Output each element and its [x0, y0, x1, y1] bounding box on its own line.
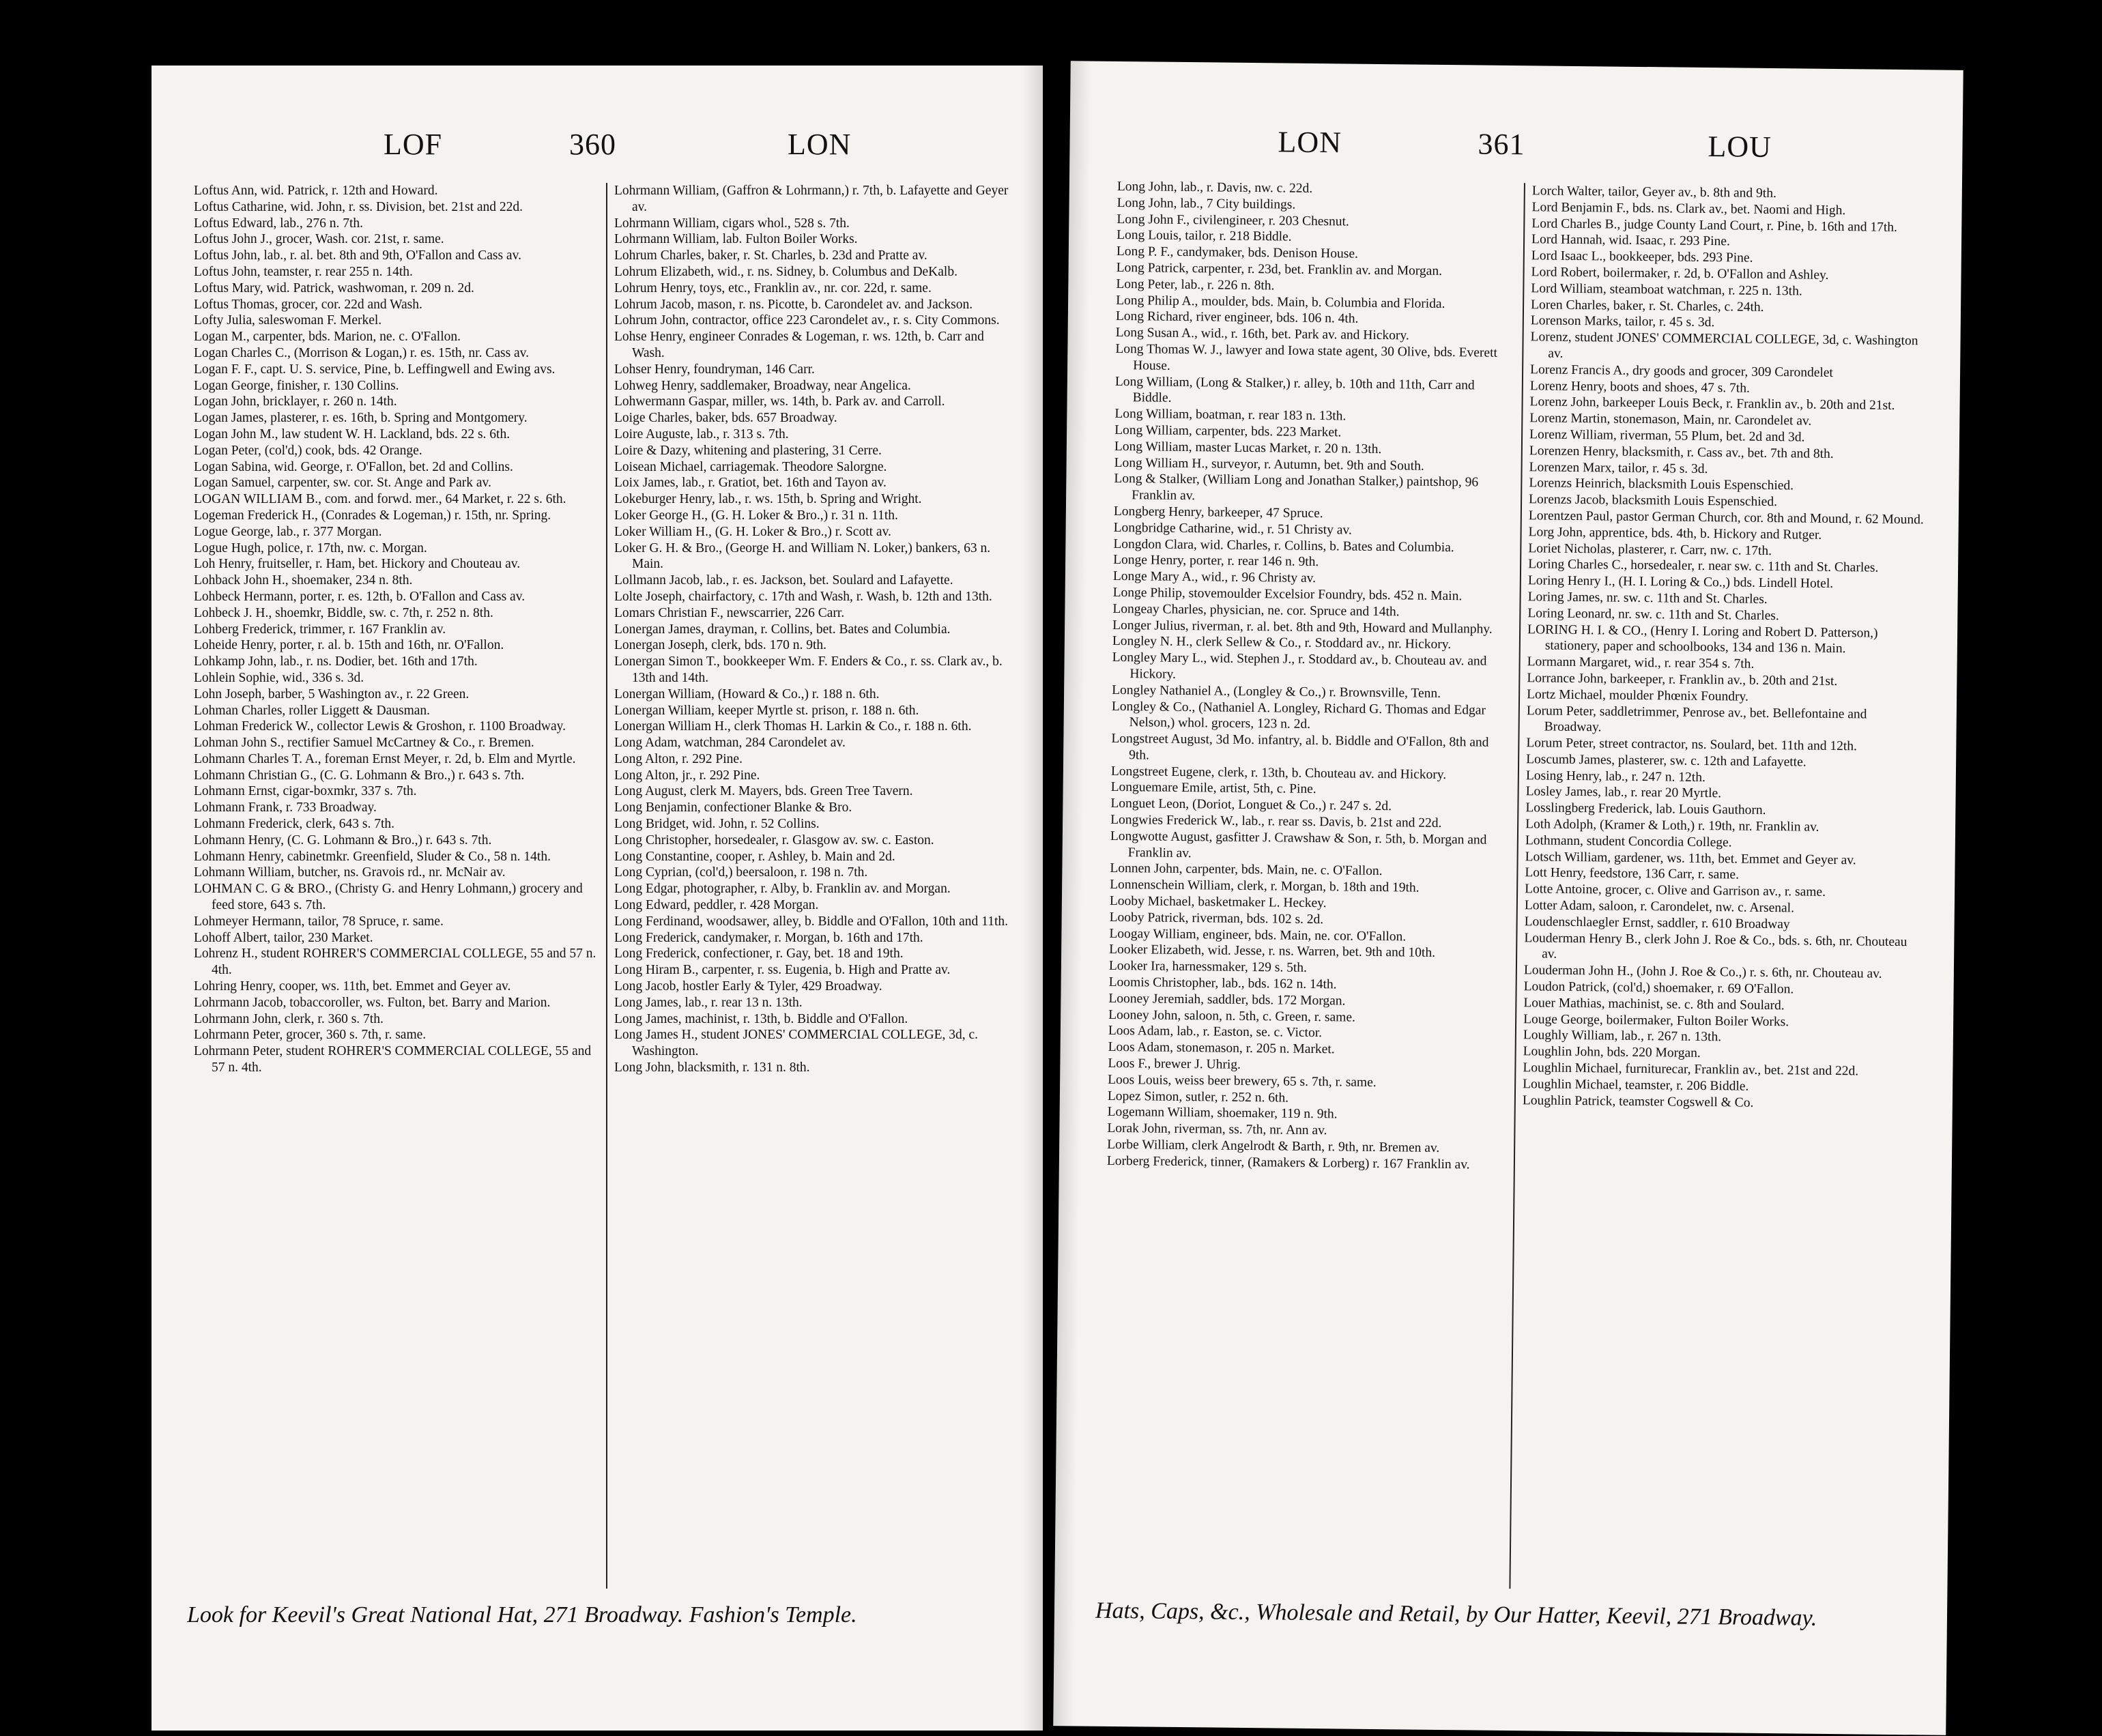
- directory-entry: Long Alton, jr., r. 292 Pine.: [614, 768, 760, 783]
- directory-entry: Lotter Adam, saloon, r. Carondelet, nw. c. Arsenal.: [1524, 898, 1795, 916]
- directory-entry: Lorak John, riverman, ss. 7th, nr. Ann av.: [1107, 1121, 1327, 1138]
- directory-entry: Logue Hugh, police, r. 17th, nw. c. Morgan.: [194, 540, 427, 555]
- directory-entry: Lott Henry, feedstore, 136 Carr, r. same.: [1525, 865, 1740, 883]
- directory-entry: Lohman John S., rectifier Samuel McCartney & Co., r. Bremen.: [194, 736, 534, 751]
- directory-entry: Loire & Dazy, whitening and plastering, 31 Cerre.: [614, 443, 882, 458]
- directory-entry: Lorenz, student JONES' COMMERCIAL COLLEGE, 3d, c. Washington av.: [1530, 330, 1918, 361]
- directory-entry: Loos Louis, weiss beer brewery, 65 s. 7th, r. same.: [1108, 1072, 1377, 1090]
- directory-entry: Long James, lab., r. rear 13 n. 13th.: [614, 995, 803, 1010]
- directory-entry: Lomars Christian F., newscarrier, 226 Carr.: [614, 605, 845, 620]
- directory-entry: Lorum Peter, street contractor, ns. Soulard, bet. 11th and 12th.: [1526, 736, 1858, 754]
- directory-entry: Long Edward, peddler, r. 428 Morgan.: [614, 898, 819, 913]
- directory-entry: Lohmeyer Hermann, tailor, 78 Spruce, r. same.: [194, 914, 444, 929]
- directory-entry: Long Constantine, cooper, r. Ashley, b. Main and 2d.: [614, 849, 895, 864]
- directory-entry: Lorg John, apprentice, bds. 4th, b. Hickory and Rutger.: [1528, 525, 1822, 542]
- directory-entry: Logan John M., law student W. H. Lackland, bds. 22 s. 6th.: [194, 426, 510, 442]
- directory-entry: Loring Leonard, nr. sw. c. 11th and St. Charles.: [1527, 605, 1779, 623]
- directory-column: [606, 183, 1026, 1589]
- directory-entry: LOHMAN C. G & BRO., (Christy G. and Henry Lohmann,) grocery and feed store, 643 s. 7th.: [194, 882, 583, 913]
- directory-entry: Loftus John, teamster, r. rear 255 n. 14th.: [194, 264, 413, 279]
- directory-entry: Long Frederick, candymaker, r. Morgan, b. 16th and 17th.: [614, 930, 923, 945]
- directory-entry: Lorenz Martin, stonemason, Main, nr. Carondelet av.: [1529, 411, 1812, 429]
- directory-entry: Loughlin Patrick, teamster Cogswell & Co.: [1522, 1093, 1754, 1110]
- directory-entry: Lohrenz H., student ROHRER'S COMMERCIAL COLLEGE, 55 and 57 n. 4th.: [194, 946, 596, 978]
- directory-entry: Logue George, lab., r. 377 Morgan.: [194, 524, 382, 539]
- directory-entry: Lonergan Joseph, clerk, bds. 170 n. 9th.: [614, 638, 827, 653]
- header-guide-left: LOF: [384, 128, 443, 161]
- directory-entry: Lord Hannah, wid. Isaac, r. 293 Pine.: [1531, 232, 1731, 249]
- directory-entry: Loring James, nr. sw. c. 11th and St. Charles.: [1527, 590, 1768, 607]
- directory-entry: Lorum Peter, saddletrimmer, Penrose av., bet. Bellefontaine and Broadway.: [1526, 703, 1867, 735]
- directory-entry: Logan Sabina, wid. George, r. O'Fallon, bet. 2d and Collins.: [194, 459, 513, 474]
- directory-entry: Long Frederick, confectioner, r. Gay, bet. 18 and 19th.: [614, 946, 904, 961]
- directory-entry: Lohberg Frederick, trimmer, r. 167 Franklin av.: [194, 622, 446, 637]
- directory-entry: Loisean Michael, carriagemak. Theodore Salorgne.: [614, 459, 887, 474]
- directory-entry: Loughlin Michael, furniturecar, Franklin av., bet. 21st and 22d.: [1523, 1060, 1859, 1079]
- directory-entry: Louderman John H., (John J. Roe & Co.,) r. s. 6th, nr. Chouteau av.: [1523, 963, 1882, 981]
- directory-entry: Long Louis, tailor, r. 218 Biddle.: [1117, 228, 1292, 245]
- directory-entry: Long John, lab., r. Davis, nw. c. 22d.: [1117, 179, 1313, 196]
- directory-entry: Lohrum Elizabeth, wid., r. ns. Sidney, b. Columbus and DeKalb.: [614, 264, 958, 279]
- directory-entry: Longley N. H., clerk Sellew & Co., r. Stoddard av., nr. Hickory.: [1112, 634, 1452, 652]
- directory-entry: Lohlein Sophie, wid., 336 s. 3d.: [194, 670, 364, 685]
- directory-entry: Loth Adolph, (Kramer & Loth,) r. 19th, nr. Franklin av.: [1525, 817, 1819, 835]
- directory-entry: Looby Michael, basketmaker L. Heckey.: [1109, 893, 1327, 911]
- directory-entry: Loftus John J., grocer, Wash. cor. 21st, r. same.: [194, 232, 444, 247]
- directory-entry: Loftus Mary, wid. Patrick, washwoman, r. 209 n. 2d.: [194, 280, 474, 295]
- directory-entry: Long Alton, r. 292 Pine.: [614, 751, 743, 766]
- directory-entry: Lonergan William, (Howard & Co.,) r. 188 n. 6th.: [614, 686, 880, 701]
- directory-entry: Loftus Catharine, wid. John, r. ss. Division, bet. 21st and 22d.: [194, 199, 523, 214]
- directory-entry: Lorenz William, riverman, 55 Plum, bet. 2d and 3d.: [1529, 427, 1805, 445]
- directory-entry: Looker Ira, harnessmaker, 129 s. 5th.: [1108, 959, 1308, 976]
- directory-entry: Longberg Henry, barkeeper, 47 Spruce.: [1113, 504, 1323, 521]
- directory-entry: Loker William H., (G. H. Loker & Bro.,) r. Scott av.: [614, 524, 891, 539]
- directory-entry: Lollmann Jacob, lab., r. es. Jackson, bet. Soulard and Lafayette.: [614, 573, 953, 588]
- directory-entry: Loos Adam, stonemason, r. 205 n. Market.: [1108, 1040, 1335, 1057]
- directory-entry: Logan F. F., capt. U. S. service, Pine, b. Leffingwell and Ewing avs.: [194, 362, 556, 377]
- directory-entry: Longwotte August, gasfitter J. Crawshaw & Son, r. 5th, b. Morgan and Franklin av.: [1110, 828, 1487, 860]
- directory-entry: Looker Elizabeth, wid. Jesse, r. ns. Warren, bet. 9th and 10th.: [1109, 942, 1436, 961]
- directory-entry: Lorenzs Heinrich, blacksmith Louis Espenschied.: [1529, 476, 1794, 493]
- directory-entry: Loos F., brewer J. Uhrig.: [1108, 1056, 1241, 1072]
- directory-entry: Longstreet Eugene, clerk, r. 13th, b. Chouteau av. and Hickory.: [1110, 764, 1447, 782]
- directory-entry: Loomis Christopher, lab., bds. 162 n. 14th.: [1108, 974, 1337, 992]
- directory-entry: Lohoff Albert, tailor, 230 Market.: [194, 930, 373, 945]
- directory-entry: Lord Isaac L., bookkeeper, bds. 293 Pine.: [1531, 248, 1753, 265]
- right-page: [1053, 61, 1963, 1735]
- directory-entry: Lohmann Charles T. A., foreman Ernst Meyer, r. 2d, b. Elm and Myrtle.: [194, 751, 576, 766]
- directory-entry: Long William H., surveyor, r. Autumn, bet. 9th and South.: [1114, 455, 1424, 474]
- directory-entry: Lohmann Frank, r. 733 Broadway.: [194, 800, 377, 815]
- directory-entry: Lohrmann John, clerk, r. 360 s. 7th.: [194, 1011, 384, 1026]
- advertisement-footer: Look for Keevil's Great National Hat, 271 Broadway. Fashion's Temple.: [187, 1602, 857, 1628]
- directory-entry: Lorbe William, clerk Angelrodt & Barth, r. 9th, nr. Bremen av.: [1107, 1137, 1440, 1155]
- directory-entry: Loughlin John, bds. 220 Morgan.: [1523, 1044, 1701, 1061]
- page-gutter-shadow: [1053, 61, 1091, 1726]
- directory-entry: Lotsch William, gardener, ws. 11th, bet. Emmet and Geyer av.: [1525, 849, 1856, 868]
- directory-entry: Longley Mary L., wid. Stephen J., r. Stoddard av., b. Chouteau av. and Hickory.: [1112, 650, 1487, 682]
- directory-entry: Long Christopher, horsedealer, r. Glasgow av. sw. c. Easton.: [614, 833, 934, 848]
- directory-entry: Lortz Michael, moulder Phœnix Foundry.: [1527, 686, 1749, 704]
- directory-entry: Lothmann, student Concordia College.: [1525, 833, 1732, 850]
- directory-entry: Lorberg Frederick, tinner, (Ramakers & Lorberg) r. 167 Franklin av.: [1106, 1153, 1470, 1172]
- directory-entry: Lorrance John, barkeeper, r. Franklin av., b. 20th and 21st.: [1527, 671, 1838, 689]
- directory-entry: Logan M., carpenter, bds. Marion, ne. c. O'Fallon.: [194, 330, 461, 345]
- directory-entry: Long Philip A., moulder, bds. Main, b. Columbia and Florida.: [1116, 293, 1445, 311]
- directory-entry: Loix James, lab., r. Gratiot, bet. 16th and Tayon av.: [614, 476, 887, 491]
- directory-entry: Logan James, plasterer, r. es. 16th, b. Spring and Montgomery.: [194, 411, 528, 426]
- directory-entry: Louderman Henry B., clerk John J. Roe & Co., bds. s. 6th, nr. Chouteau av.: [1524, 930, 1907, 962]
- directory-entry: Long August, clerk M. Mayers, bds. Green Tree Tavern.: [614, 784, 913, 799]
- directory-entry: Looney John, saloon, n. 5th, c. Green, r. same.: [1108, 1007, 1356, 1025]
- directory-entry: Long Peter, lab., r. 226 n. 8th.: [1116, 276, 1275, 293]
- directory-entry: LOGAN WILLIAM B., com. and forwd. mer., 64 Market, r. 22 s. 6th.: [194, 492, 566, 507]
- directory-entry: Lotte Antoine, grocer, c. Olive and Garrison av., r. same.: [1525, 882, 1826, 900]
- directory-entry: Long William, (Long & Stalker,) r. alley, b. 10th and 11th, Carr and Biddle.: [1114, 374, 1475, 406]
- directory-entry: Long & Stalker, (William Long and Jonathan Stalker,) paintshop, 96 Franklin av.: [1114, 472, 1479, 504]
- directory-entry: Lorenzen Marx, tailor, r. 45 s. 3d.: [1529, 459, 1708, 476]
- directory-entry: Loughlin Michael, teamster, r. 206 Biddle.: [1523, 1077, 1749, 1094]
- directory-entry: Longwies Frederick W., lab., r. rear ss. Davis, b. 21st and 22d.: [1110, 812, 1442, 831]
- directory-entry: Long Jacob, hostler Early & Tyler, 429 Broadway.: [614, 979, 882, 994]
- directory-entry: Lohring Henry, cooper, ws. 11th, bet. Emmet and Geyer av.: [194, 979, 511, 994]
- directory-entry: Loker G. H. & Bro., (George H. and William N. Loker,) bankers, 63 n. Main.: [614, 540, 991, 572]
- directory-entry: Loudon Patrick, (col'd,) shoemaker, r. 69 O'Fallon.: [1523, 979, 1794, 997]
- directory-entry: Lohmann Christian G., (C. G. Lohmann & Bro.,) r. 643 s. 7th.: [194, 768, 525, 783]
- directory-entry: Loriet Nicholas, plasterer, r. Carr, nw. c. 17th.: [1528, 540, 1772, 558]
- directory-entry: Lohbeck Hermann, porter, r. es. 12th, b. O'Fallon and Cass av.: [194, 589, 526, 604]
- directory-entry: Lohman Frederick W., collector Lewis & Groshon, r. 1100 Broadway.: [194, 719, 566, 734]
- directory-entry: Long Edgar, photographer, r. Alby, b. Franklin av. and Morgan.: [614, 882, 951, 897]
- directory-entry: Lorch Walter, tailor, Geyer av., b. 8th and 9th.: [1531, 184, 1776, 201]
- directory-entry: Loftus Ann, wid. Patrick, r. 12th and Howard.: [194, 184, 438, 198]
- directory-entry: Lonergan Simon T., bookkeeper Wm. F. Enders & Co., r. ss. Clark av., b. 13th and 14th.: [614, 654, 1003, 685]
- directory-entry: Lonergan William H., clerk Thomas H. Larkin & Co., r. 188 n. 6th.: [614, 719, 972, 734]
- directory-entry: Lofty Julia, saleswoman F. Merkel.: [194, 313, 382, 328]
- directory-entry: Longstreet August, 3d Mo. infantry, al. b. Biddle and O'Fallon, 8th and 9th.: [1111, 731, 1489, 763]
- directory-entry: Loftus Edward, lab., 276 n. 7th.: [194, 216, 364, 231]
- directory-column: [187, 183, 606, 1589]
- directory-entry: Lopez Simon, sutler, r. 252 n. 6th.: [1107, 1088, 1289, 1105]
- directory-entry: Lonnen John, carpenter, bds. Main, ne. c. O'Fallon.: [1110, 861, 1383, 879]
- directory-entry: Long Bridget, wid. John, r. 52 Collins.: [614, 817, 820, 832]
- directory-entry: Long William, carpenter, bds. 223 Market.: [1114, 422, 1342, 440]
- directory-entry: Logan Charles C., (Morrison & Logan,) r. es. 15th, nr. Cass av.: [194, 345, 530, 360]
- directory-entry: Lohback John H., shoemaker, 234 n. 8th.: [194, 573, 413, 588]
- directory-entry: Longuet Leon, (Doriot, Longuet & Co.,) r. 247 s. 2d.: [1110, 796, 1392, 814]
- directory-entry: Long Cyprian, (col'd,) beersaloon, r. 198 n. 7th.: [614, 865, 868, 880]
- directory-entry: Lonnenschein William, clerk, r. Morgan, b. 18th and 19th.: [1110, 878, 1420, 895]
- directory-entry: LORING H. I. & CO., (Henry I. Loring and Robert D. Patterson,) stationery, paper and schoolbooks, 134 and 136 n. Main.: [1527, 622, 1878, 656]
- directory-entry: Looby Patrick, riverman, bds. 102 s. 2d.: [1109, 910, 1324, 927]
- directory-entry: Long Hiram B., carpenter, r. ss. Eugenia, b. High and Pratte av.: [614, 963, 951, 978]
- directory-entry: Loscumb James, plasterer, sw. c. 12th and Lafayette.: [1526, 752, 1806, 770]
- directory-entry: Loring Henry I., (H. I. Loring & Co.,) bds. Lindell Hotel.: [1527, 573, 1834, 592]
- directory-entry: Logeman Frederick H., (Conrades & Logeman,) r. 15th, nr. Spring.: [194, 508, 551, 523]
- directory-entry: Long Ferdinand, woodsawer, alley, b. Biddle and O'Fallon, 10th and 11th.: [614, 914, 1008, 929]
- directory-entry: Lohmann Henry, cabinetmkr. Greenfield, Sluder & Co., 58 n. 14th.: [194, 849, 551, 864]
- directory-entry: Longe Mary A., wid., r. 96 Christy av.: [1112, 569, 1316, 586]
- directory-entry: Loire Auguste, lab., r. 313 s. 7th.: [614, 426, 789, 442]
- directory-entry: Longdon Clara, wid. Charles, r. Collins, b. Bates and Columbia.: [1113, 536, 1454, 555]
- directory-entry: Lorenson Marks, tailor, r. 45 s. 3d.: [1530, 313, 1715, 330]
- directory-entry: Loring Charles C., horsedealer, r. near sw. c. 11th and St. Charles.: [1528, 557, 1879, 575]
- directory-entry: Losing Henry, lab., r. 247 n. 12th.: [1525, 768, 1706, 785]
- directory-entry: Lord Charles B., judge County Land Court, r. Pine, b. 16th and 17th.: [1531, 216, 1898, 235]
- directory-entry: Loheide Henry, porter, r. al. b. 15th and 16th, nr. O'Fallon.: [194, 638, 504, 653]
- directory-entry: Long John, lab., 7 City buildings.: [1117, 195, 1296, 212]
- directory-entry: Long William, master Lucas Market, r. 20 n. 13th.: [1114, 439, 1382, 457]
- directory-entry: Lokeburger Henry, lab., r. ws. 15th, b. Spring and Wright.: [614, 492, 922, 507]
- directory-column: [1509, 183, 1939, 1593]
- directory-entry: Lohmann Henry, (C. G. Lohmann & Bro.,) r. 643 s. 7th.: [194, 833, 492, 848]
- directory-entry: Lohrmann William, (Gaffron & Lohrmann,) r. 7th, b. Lafayette and Geyer av.: [614, 184, 1009, 214]
- directory-entry: Lohrmann Jacob, tobaccoroller, ws. Fulton, bet. Barry and Marion.: [194, 995, 551, 1010]
- directory-entry: Lohrum Henry, toys, etc., Franklin av., nr. cor. 22d, r. same.: [614, 280, 932, 295]
- directory-entry: Lohse Henry, engineer Conrades & Logeman, r. ws. 12th, b. Carr and Wash.: [614, 330, 984, 360]
- directory-entry: Long Richard, river engineer, bds. 106 n. 4th.: [1115, 309, 1359, 327]
- directory-entry: Long P. F., candymaker, bds. Denison House.: [1116, 244, 1359, 261]
- directory-entry: Lorenzs Jacob, blacksmith Louis Espenschied.: [1529, 492, 1778, 510]
- directory-entry: Lord William, steamboat watchman, r. 225 n. 13th.: [1531, 281, 1802, 299]
- left-page: [152, 66, 1043, 1731]
- directory-entry: Losslingberg Frederick, lab. Louis Gauthorn.: [1525, 800, 1766, 818]
- directory-entry: Long Adam, watchman, 284 Carondelet av.: [614, 736, 846, 751]
- directory-entry: Logan Samuel, carpenter, sw. cor. St. Ange and Park av.: [194, 476, 491, 491]
- directory-entry: Longley & Co., (Nathaniel A. Longley, Richard G. Thomas and Edgar Nelson,) whol. grocers, 123 n. 2d.: [1111, 699, 1486, 732]
- directory-entry: Lonergan James, drayman, r. Collins, bet. Bates and Columbia.: [614, 622, 951, 637]
- directory-entry: Lohmann William, butcher, ns. Gravois rd., nr. McNair av.: [194, 865, 506, 880]
- directory-entry: Logemann William, shoemaker, 119 n. 9th.: [1107, 1105, 1338, 1122]
- directory-entry: Logan George, finisher, r. 130 Collins.: [194, 378, 399, 393]
- directory-column: [1095, 179, 1524, 1589]
- directory-entry: Longeay Charles, physician, ne. cor. Spruce and 14th.: [1112, 601, 1400, 620]
- directory-entry: Lohrum John, contractor, office 223 Carondelet av., r. s. City Commons.: [614, 313, 1000, 328]
- directory-entry: Lohrmann William, lab. Fulton Boiler Works.: [614, 232, 858, 247]
- directory-entry: Loogay William, engineer, bds. Main, ne. cor. O'Fallon.: [1109, 926, 1407, 944]
- directory-entry: Loftus Thomas, grocer, cor. 22d and Wash.: [194, 297, 422, 312]
- directory-entry: Loudenschlaegler Ernst, saddler, r. 610 Broadway: [1524, 914, 1790, 932]
- directory-entry: Lohkamp John, lab., r. ns. Dodier, bet. 16th and 17th.: [194, 654, 478, 669]
- directory-entry: Lorenzen Henry, blacksmith, r. Cass av., bet. 7th and 8th.: [1529, 444, 1834, 461]
- directory-entry: Lorenz Henry, boots and shoes, 47 s. 7th.: [1529, 378, 1751, 396]
- directory-entry: Long John F., civilengineer, r. 203 Chesnut.: [1117, 212, 1349, 229]
- page-header: [1069, 122, 1963, 179]
- directory-entry: Lolte Joseph, chairfactory, c. 17th and Wash, r. Wash, b. 12th and 13th.: [614, 589, 992, 604]
- directory-entry: Looney Jeremiah, saddler, bds. 172 Morgan.: [1108, 991, 1346, 1009]
- directory-entry: Longe Henry, porter, r. rear 146 n. 9th.: [1113, 553, 1319, 570]
- directory-entry: Lord Benjamin F., bds. ns. Clark av., bet. Naomi and High.: [1531, 200, 1846, 218]
- directory-entry: Long William, boatman, r. rear 183 n. 13th.: [1114, 407, 1347, 424]
- directory-entry: Loftus John, lab., r. al. bet. 8th and 9th, O'Fallon and Cass av.: [194, 248, 521, 263]
- directory-entry: Lohrum Jacob, mason, r. ns. Picotte, b. Carondelet av. and Jackson.: [614, 297, 973, 312]
- directory-entry: Lonergan William, keeper Myrtle st. prison, r. 188 n. 6th.: [614, 703, 919, 718]
- directory-entry: Loh Henry, fruitseller, r. Ham, bet. Hickory and Chouteau av.: [194, 557, 521, 572]
- directory-entry: Loige Charles, baker, bds. 657 Broadway.: [614, 411, 837, 426]
- directory-entry: Lohn Joseph, barber, 5 Washington av., r. 22 Green.: [194, 686, 470, 701]
- directory-entry: Logan Peter, (col'd,) cook, bds. 42 Orange.: [194, 443, 422, 458]
- directory-entry: Lohrmann Peter, student ROHRER'S COMMERCIAL COLLEGE, 55 and 57 n. 4th.: [194, 1044, 592, 1075]
- directory-entry: Long James, machinist, r. 13th, b. Biddle and O'Fallon.: [614, 1011, 908, 1026]
- directory-entry: Longe Philip, stovemoulder Excelsior Foundry, bds. 452 n. Main.: [1112, 585, 1463, 604]
- directory-entry: Longbridge Catharine, wid., r. 51 Christy av.: [1113, 520, 1352, 538]
- page-number: 360: [569, 128, 616, 161]
- header-guide-left: LON: [1278, 125, 1342, 160]
- directory-entry: Loker George H., (G. H. Loker & Bro.,) r. 31 n. 11th.: [614, 508, 898, 523]
- page-number: 361: [1478, 127, 1525, 162]
- directory-entry: Lohmann Ernst, cigar-boxmkr, 337 s. 7th.: [194, 784, 417, 799]
- directory-entry: Long John, blacksmith, r. 131 n. 8th.: [614, 1060, 810, 1075]
- directory-entry: Lorenz John, barkeeper Louis Beck, r. Franklin av., b. 20th and 21st.: [1529, 394, 1895, 414]
- directory-entry: Losley James, lab., r. rear 20 Myrtle.: [1525, 784, 1722, 801]
- directory-entry: Lohwermann Gaspar, miller, ws. 14th, b. Park av. and Carroll.: [614, 394, 945, 409]
- directory-entry: Longer Julius, riverman, r. al. bet. 8th and 9th, Howard and Mullanphy.: [1112, 618, 1493, 637]
- directory-entry: Longuemare Emile, artist, 5th, c. Pine.: [1110, 780, 1316, 797]
- directory-entry: Lorenz Francis A., dry goods and grocer, 309 Carondelet: [1530, 362, 1834, 380]
- directory-entry: Lormann Margaret, wid., r. rear 354 s. 7th.: [1527, 654, 1755, 671]
- directory-entry: Long James H., student JONES' COMMERCIAL COLLEGE, 3d, c. Washington.: [614, 1028, 979, 1059]
- directory-entry: Logan John, bricklayer, r. 260 n. 14th.: [194, 394, 397, 409]
- directory-entry: Loos Adam, lab., r. Easton, se. c. Victor.: [1108, 1024, 1323, 1041]
- page-gutter-shadow: [1022, 66, 1043, 1731]
- directory-entry: Louer Mathias, machinist, se. c. 8th and Soulard.: [1523, 996, 1785, 1013]
- page-header: [152, 127, 1043, 175]
- directory-entry: Lohrum Charles, baker, r. St. Charles, b. 23d and Pratte av.: [614, 248, 927, 263]
- directory-entry: Loren Charles, baker, r. St. Charles, c. 24th.: [1530, 297, 1764, 315]
- directory-entry: Lohman Charles, roller Liggett & Dausman.: [194, 703, 431, 718]
- directory-entry: Lohweg Henry, saddlemaker, Broadway, near Angelica.: [614, 378, 911, 393]
- directory-entry: Lohbeck J. H., shoemkr, Biddle, sw. c. 7th, r. 252 n. 8th.: [194, 605, 493, 620]
- directory-entry: Loughly William, lab., r. 267 n. 13th.: [1523, 1028, 1722, 1045]
- header-guide-right: LON: [788, 128, 852, 161]
- directory-entry: Lohrmann William, cigars whol., 528 s. 7th.: [614, 216, 850, 231]
- header-guide-right: LOU: [1708, 130, 1772, 164]
- directory-entry: Louge George, boilermaker, Fulton Boiler Works.: [1523, 1011, 1789, 1029]
- directory-entry: Lohmann Frederick, clerk, 643 s. 7th.: [194, 817, 395, 832]
- directory-entry: Lohrmann Peter, grocer, 360 s. 7th, r. same.: [194, 1028, 427, 1043]
- directory-entry: Lord Robert, boilermaker, r. 2d, b. O'Fallon and Ashley.: [1531, 265, 1829, 283]
- directory-entry: Lohser Henry, foundryman, 146 Carr.: [614, 362, 815, 377]
- advertisement-footer: Hats, Caps, &c., Wholesale and Retail, by Our Hatter, Keevil, 271 Broadway.: [1095, 1597, 1817, 1631]
- directory-entry: Lorentzen Paul, pastor German Church, cor. 8th and Mound, r. 62 Mound.: [1528, 508, 1924, 527]
- directory-entry: Long Susan A., wid., r. 16th, bet. Park av. and Hickory.: [1115, 326, 1409, 343]
- directory-entry: Long Thomas W. J., lawyer and Iowa state agent, 30 Olive, bds. Everett House.: [1115, 341, 1498, 373]
- directory-entry: Long Benjamin, confectioner Blanke & Bro.: [614, 800, 852, 815]
- directory-entry: Long Patrick, carpenter, r. 23d, bet. Franklin av. and Morgan.: [1116, 260, 1443, 278]
- directory-entry: Longley Nathaniel A., (Longley & Co.,) r. Brownsville, Tenn.: [1112, 682, 1441, 701]
